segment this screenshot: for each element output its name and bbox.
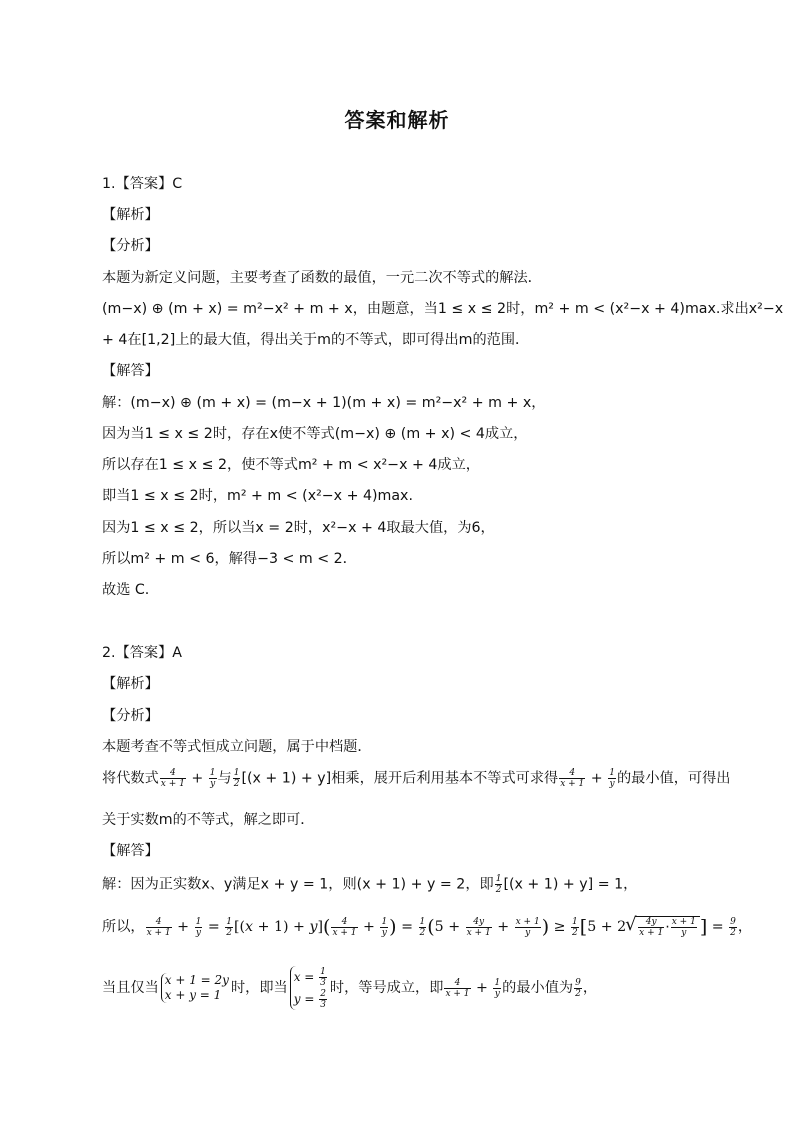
q2-intro: 本题考查不等式恒成立问题，属于中档题．: [102, 739, 372, 755]
fraction: $\frac{1}{2}$: [495, 874, 502, 895]
q2-sol2-prefix: 所以，: [102, 919, 145, 935]
q2-analysis-line2: 关于实数m的不等式，解之即可．: [102, 812, 315, 828]
q1-analysis-line1: (m−x) ⊕ (m + x) = m²−x² + m + x，由题意，当1 ≤ x ≤ 2时，m² + m < (x²−x + 4)max.求出x²−x: [102, 301, 784, 317]
q1-jiexi-heading: 【解析】: [102, 207, 159, 223]
fraction: $\frac{1}{y}$: [609, 768, 615, 789]
equation-system: x + 1 = 2y x + y = 1: [161, 973, 229, 1003]
q2-analysis-text-d: 的最小值，可得出: [616, 770, 731, 787]
q1-solution-line1: 解：(m−x) ⊕ (m + x) = (m−x + 1)(m + x) = m²−x² + m + x，: [102, 395, 546, 411]
q2-analysis-text-b: 与: [217, 770, 232, 787]
q2-fenxi-heading: 【分析】: [102, 708, 159, 724]
q2-sol3-c: 的最小值为: [502, 980, 574, 996]
fraction: $\frac{1}{2}$: [233, 768, 240, 789]
q2-answer: 2.【答案】A: [102, 645, 182, 661]
fraction: $\frac{4}{x + 1}$: [160, 768, 185, 789]
fraction: $\frac{1}{y}$: [209, 768, 216, 789]
q1-intro: 本题为新定义问题，主要考查了函数的最值，一元二次不等式的解法．: [102, 270, 542, 286]
q2-sol3-end: ，: [582, 980, 598, 996]
q2-sol3-prefix: 当且仅当: [102, 980, 159, 996]
q2-analysis-text-c: [(x + 1) + y]相乘，展开后利用基本不等式可求得: [241, 770, 559, 787]
page-title: 答案和解析: [344, 108, 450, 132]
q1-solution-line7: 故选 C.: [102, 582, 150, 598]
q1-solution-line5: 因为1 ≤ x ≤ 2，所以当x = 2时，x²−x + 4取最大值，为6，: [102, 520, 495, 536]
q2-sol1b-text: [(x + 1) + y] = 1，: [503, 876, 638, 893]
q2-solution-line2: 所以， $\frac{4}{x + 1}$ + $\frac{1}{y}$ = $\frac{1}{2}$ [(x + 1) + y]( $\frac{4}{x + 1}$ + $\frac{1}{y}$ ) = $\frac{1}{2}$ (5 + $\frac{4y}{x + 1}$ + $\frac{x + 1}{y}$ ) ≥ $\frac{1}{2}$ [5 + 2 √ $\frac{4y}{x + 1}$ · $\frac{x + 1}{y}$ ] = $\frac{9}{2}$ ，: [102, 916, 752, 938]
solution-system: x = $\frac{1}{3}$ y = $\frac{2}{3}$: [290, 966, 328, 1010]
q2-jiexi-heading: 【解析】: [102, 676, 159, 692]
q1-solution-line2: 因为当1 ≤ x ≤ 2时，存在x使不等式(m−x) ⊕ (m + x) < 4成立，: [102, 426, 528, 442]
q1-analysis-line2: + 4在[1,2]上的最大值，得出关于m的不等式，即可得出m的范围．: [102, 332, 530, 348]
q2-solution-line1: [102, 874, 637, 895]
q2-sol3-b: 时，等号成立，即: [329, 980, 444, 996]
q2-analysis-text-a: 将代数式: [102, 770, 159, 787]
q2-solution-line3: 当且仅当 x + 1 = 2y x + y = 1 时，即当 x = $\frac{1}{3}$ y = $\frac{2}{3}$ 时，等号成立，即 $\frac{4}{x + 1}$ + $\frac{1}{y}$ 的最小值为 $\frac{9}{2}$ ，: [102, 967, 598, 1010]
q2-sol3-mid: 时，即当: [230, 980, 288, 996]
q2-sol1-text: 解：因为正实数x、y满足x + y = 1，则(x + 1) + y = 2，即: [102, 876, 494, 893]
q1-fenxi-heading: 【分析】: [102, 238, 159, 254]
q1-answer: 1.【答案】C: [102, 176, 183, 192]
q1-solution-line4: 即当1 ≤ x ≤ 2时，m² + m < (x²−x + 4)max.: [102, 488, 413, 504]
q1-solution-line3: 所以存在1 ≤ x ≤ 2，使不等式m² + m < x²−x + 4成立，: [102, 457, 480, 473]
q1-jieda-heading: 【解答】: [102, 363, 159, 379]
fraction: $\frac{4}{x + 1}$: [560, 768, 585, 789]
q1-solution-line6: 所以m² + m < 6，解得−3 < m < 2．: [102, 551, 357, 567]
q2-jieda-heading: 【解答】: [102, 843, 159, 859]
q2-analysis-line1: 将代数式 $\frac{4}{x + 1}$ + $\frac{1}{y}$ 与 $\frac{1}{2}$ [(x + 1) + y]相乘，展开后利用基本不等式可求得 $\frac{4}{x + 1}$ + $\frac{1}{y}$ 的最小值，可得出: [102, 768, 731, 789]
